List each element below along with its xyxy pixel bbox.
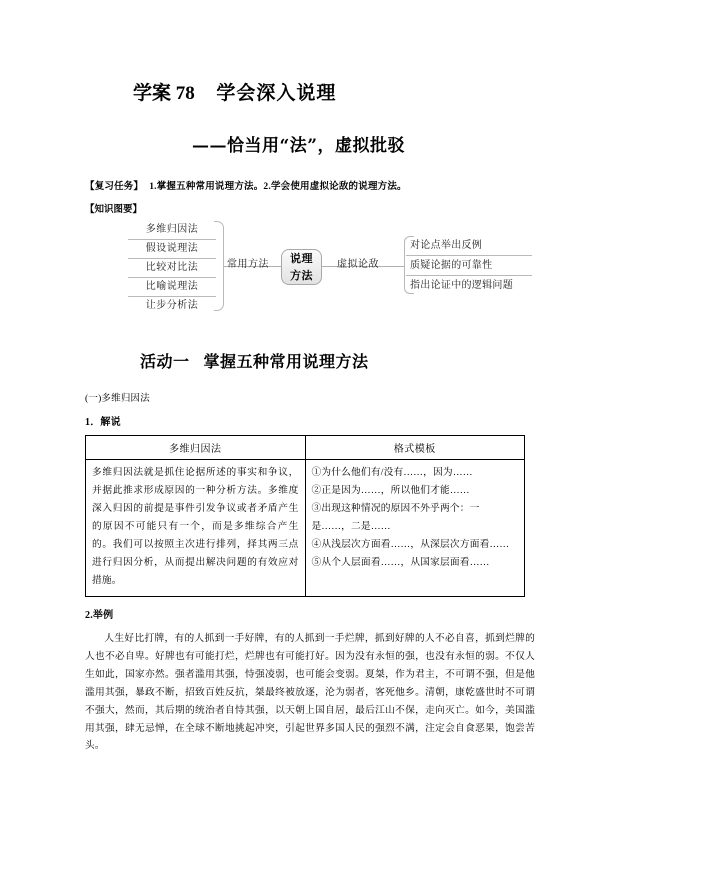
mindmap-left-item: 比较对比法 bbox=[128, 259, 216, 278]
subsection-label: (一)多维归因法 bbox=[85, 394, 150, 405]
table-header-template: 格式模板 bbox=[305, 436, 525, 460]
mindmap-right-branch-label: 虚拟论敌 bbox=[337, 259, 379, 271]
template-item: ④从浅层次方面看……，从深层次方面看…… bbox=[311, 539, 510, 550]
mindmap-right-items bbox=[406, 236, 532, 295]
knowledge-mindmap bbox=[128, 221, 528, 329]
example-label: 2.举例 bbox=[85, 609, 114, 621]
template-item: ①为什么他们有/没有……，因为…… bbox=[311, 467, 473, 479]
mindmap-left-item: 比喻说理法 bbox=[128, 278, 216, 297]
review-task-line bbox=[85, 180, 535, 194]
mindmap-left-branch-label: 常用方法 bbox=[227, 259, 269, 271]
lesson-title: 学会深入说理 bbox=[216, 82, 337, 104]
knowledge-outline-tag: 【知识图要】 bbox=[85, 205, 143, 216]
activity-title: 掌握五种常用说理方法 bbox=[203, 352, 369, 372]
mindmap-center-node bbox=[281, 249, 322, 285]
mindmap-right-item: 质疑论据的可靠性 bbox=[406, 256, 532, 276]
page-content bbox=[85, 0, 535, 755]
template-item: ②正是因为……，所以他们才能…… bbox=[311, 485, 470, 497]
page-title bbox=[85, 78, 535, 105]
table-cell-templates bbox=[305, 460, 525, 597]
table-header-row bbox=[86, 436, 525, 460]
mindmap-left-item: 让步分析法 bbox=[145, 300, 199, 312]
page-subtitle: ——恰当用“法”，虚拟批驳 bbox=[192, 136, 406, 156]
template-item: ③出现这种情况的原因不外乎两个：一是……，二是…… bbox=[311, 503, 480, 533]
table-header-method: 多维归因法 bbox=[86, 436, 306, 460]
mindmap-right-item: 指出论证中的逻辑问题 bbox=[410, 280, 513, 292]
mindmap-right-item: 对论点举出反例 bbox=[406, 236, 532, 256]
template-item: ⑤从个人层面看……，从国家层面看…… bbox=[311, 556, 490, 568]
lesson-number: 学案 78 bbox=[133, 83, 195, 104]
mindmap-left-items bbox=[128, 221, 216, 315]
review-task-text: 1.掌握五种常用说理方法。2.学会使用虚拟论敌的说理方法。 bbox=[149, 182, 407, 192]
mindmap-center-line2: 方法 bbox=[290, 270, 313, 283]
table-cell-explanation: 多维归因法就是抓住论据所述的事实和争议，并据此推求形成原因的一种分析方法。多维度深入归因的前提是事件引发争议或者矛盾产生的原因不可能只有一个，而是多维综合产生的。我们可以按照主次进行排列，择其两三点进行归因分析，从而提出解决问题的有效应对措施。 bbox=[86, 460, 306, 597]
mindmap-left-item: 假设说理法 bbox=[128, 240, 216, 259]
activity-label: 活动一 bbox=[140, 352, 190, 372]
table-row bbox=[86, 460, 525, 597]
mindmap-left-item: 多维归因法 bbox=[128, 221, 216, 240]
explanation-table bbox=[85, 435, 525, 597]
explanation-label: 1．解说 bbox=[85, 417, 121, 429]
example-paragraph: 人生好比打牌，有的人抓到一手好牌，有的人抓到一手烂牌，抓到好牌的人不必自喜，抓到烂牌的人也不必自卑。好牌也有可能打烂，烂牌也有可能打好。因为没有永恒的强，也没有永恒的弱。不仅人生如此，国家亦然。强者滥用其强，恃强凌弱，也可能会变弱。夏桀，作为君主，不可谓不强，但是他滥用其强，暴政不断，招致百姓反抗，桀最终被放逐，沦为弱者，客死他乡。清朝，康乾盛世时不可谓不强大，然而，其后期的统治者自恃其强，以天朝上国自居，最后江山不保，走向灭亡。如今，美国滥用其强，肆无忌惮，在全球不断地挑起冲突，引起世界多国人民的强烈不满，注定会自食恶果，饱尝苦头。 bbox=[85, 632, 535, 752]
review-task-tag: 【复习任务】 bbox=[85, 182, 144, 192]
mindmap-center-line1: 说理 bbox=[290, 253, 313, 266]
activity-heading bbox=[85, 349, 535, 372]
